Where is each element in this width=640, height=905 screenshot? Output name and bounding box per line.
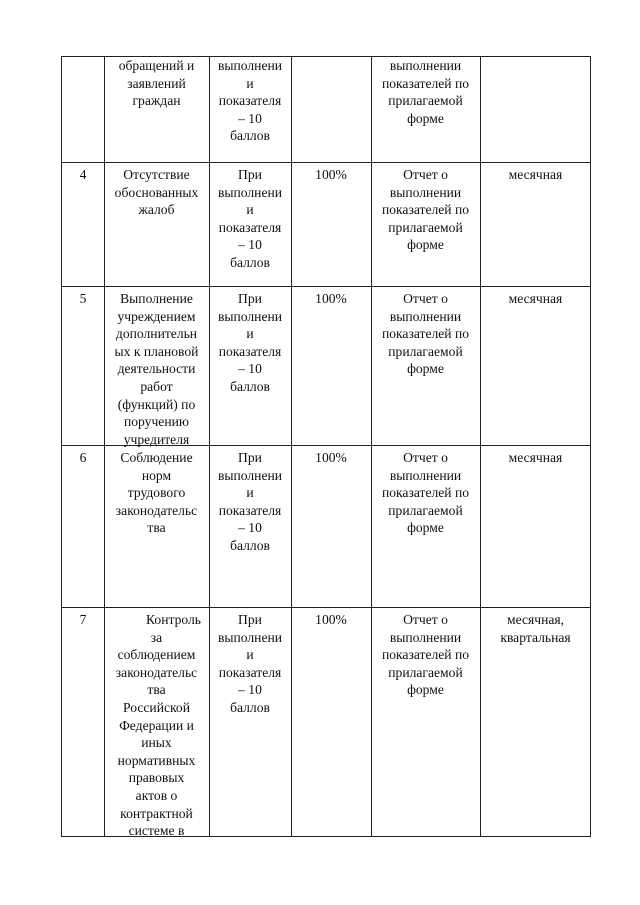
report-form — [371, 57, 480, 127]
indicators-table — [61, 56, 591, 837]
indicator-name — [104, 57, 209, 110]
cell-text-line: Отчет о — [403, 450, 448, 465]
periodicity — [480, 607, 591, 646]
cell-text-line: баллов — [230, 699, 270, 715]
cell-text-line: прилагаемой — [388, 93, 463, 109]
score-condition — [209, 286, 291, 396]
target-value: 100% — [315, 291, 347, 306]
indicator-name — [104, 162, 209, 219]
cell-text-line: учредителя — [123, 431, 190, 447]
cell-text-line: выполнении — [389, 467, 462, 483]
cell-text-line: выполнении — [389, 58, 462, 73]
cell-text-line: показателей по — [381, 647, 470, 663]
cell-text-line: актов о — [135, 787, 178, 803]
cell-text-line: При — [238, 291, 262, 306]
cell-text-line: месячная, — [506, 612, 565, 627]
table-row — [62, 286, 590, 445]
cell-text-line: выполнении — [389, 184, 462, 200]
cell-text-line: контрактной — [120, 805, 193, 821]
cell-text-line: показателей по — [381, 326, 470, 342]
indicator-name — [104, 445, 209, 537]
cell-text-line: показателя — [218, 219, 282, 235]
cell-text-line: баллов — [230, 378, 270, 394]
cell-text-line: При — [238, 167, 262, 182]
periodicity — [480, 286, 591, 308]
cell-text-line: и — [246, 202, 254, 218]
cell-text-line: обращений и — [118, 58, 195, 73]
cell-text-line: показателей по — [381, 485, 470, 501]
cell-text-line: Российской — [123, 699, 190, 715]
cell-text-line: – 10 — [238, 682, 262, 698]
cell-text-line: Контроль — [146, 612, 201, 627]
cell-text-line: баллов — [230, 254, 270, 270]
cell-text-line: месячная — [508, 450, 563, 465]
cell-text-line: – 10 — [238, 520, 262, 536]
target-value: 100% — [315, 167, 347, 182]
table-row — [62, 57, 590, 162]
cell-text-line: правовых — [128, 770, 185, 786]
cell-text-line: Соблюдение — [120, 450, 193, 465]
cell-text-line: тва — [147, 520, 166, 536]
cell-text-line: форме — [407, 110, 444, 126]
cell-text-line: нормативных — [117, 752, 196, 768]
cell-text-line: Отчет о — [403, 612, 448, 627]
row-number: 7 — [79, 612, 87, 627]
cell-text-line: При — [238, 612, 262, 627]
cell-text-line: граждан — [132, 93, 181, 109]
cell-text-line: форме — [407, 237, 444, 253]
cell-text-line: жалоб — [138, 202, 175, 218]
score-condition — [209, 162, 291, 272]
cell-text-line: квартальная — [500, 629, 571, 645]
cell-text-line: выполнении — [389, 308, 462, 324]
cell-text-line: обоснованных — [114, 184, 199, 200]
indicator-name — [104, 286, 209, 448]
cell-text-line: показателей по — [381, 202, 470, 218]
cell-text-line: иных — [141, 735, 172, 751]
cell-text-line: прилагаемой — [388, 664, 463, 680]
cell-text-line: выполнени — [217, 467, 283, 483]
cell-text-line: дополнительн — [115, 326, 198, 342]
table-row — [62, 607, 590, 837]
table-row — [62, 445, 590, 607]
row-number: 4 — [79, 167, 87, 182]
table-row — [62, 162, 590, 286]
cell-text-line: работ — [140, 378, 173, 394]
cell-text-line: показателя — [218, 343, 282, 359]
cell-text-line: законодательс — [115, 664, 198, 680]
cell-text-line: ых к плановой — [114, 343, 199, 359]
cell-text-line: При — [238, 450, 262, 465]
cell-text-line: заявлений — [127, 75, 186, 91]
periodicity — [480, 445, 591, 467]
cell-text-line: и — [246, 485, 254, 501]
periodicity — [480, 57, 591, 61]
cell-text-line: форме — [407, 682, 444, 698]
report-form — [371, 286, 480, 378]
cell-text-line: прилагаемой — [388, 219, 463, 235]
cell-text-line: и — [246, 326, 254, 342]
cell-text-line: месячная — [508, 291, 563, 306]
cell-text-line: тва — [147, 682, 166, 698]
cell-text-line: баллов — [230, 128, 270, 144]
cell-text-line: месячная — [508, 167, 563, 182]
cell-text-line: соблюдением — [117, 647, 196, 663]
cell-text-line: Отсутствие — [123, 167, 190, 182]
report-form — [371, 445, 480, 537]
cell-text-line: за — [150, 629, 163, 645]
row-number: 6 — [79, 450, 87, 465]
cell-text-line: поручению — [123, 414, 190, 430]
cell-text-line: показателя — [218, 502, 282, 518]
cell-text-line: форме — [407, 520, 444, 536]
cell-text-line: (функций) по — [117, 396, 196, 412]
cell-text-line: – 10 — [238, 237, 262, 253]
cell-text-line: выполнении — [389, 629, 462, 645]
indicator-name — [104, 607, 209, 840]
cell-text-line: показателей по — [381, 75, 470, 91]
target-value — [291, 57, 371, 61]
cell-text-line: – 10 — [238, 110, 262, 126]
cell-text-line: Отчет о — [403, 291, 448, 306]
score-condition — [209, 57, 291, 145]
cell-text-line: выполнени — [217, 184, 283, 200]
cell-text-line: норм — [141, 467, 172, 483]
cell-text-line: показателя — [218, 664, 282, 680]
cell-text-line: законодательс — [115, 502, 198, 518]
cell-text-line: системе в — [128, 823, 185, 839]
cell-text-line: – 10 — [238, 361, 262, 377]
cell-text-line: Федерации и — [119, 717, 194, 733]
row-number: 5 — [79, 291, 87, 306]
cell-text-line: Выполнение — [120, 291, 193, 306]
periodicity — [480, 162, 591, 184]
report-form — [371, 607, 480, 699]
target-value: 100% — [315, 612, 347, 627]
cell-text-line: учреждением — [117, 308, 196, 324]
cell-text-line: деятельности — [117, 361, 196, 377]
score-condition — [209, 445, 291, 555]
cell-text-line: форме — [407, 361, 444, 377]
cell-text-line: выполнени — [217, 308, 283, 324]
cell-text-line: баллов — [230, 537, 270, 553]
cell-text-line: прилагаемой — [388, 343, 463, 359]
target-value: 100% — [315, 450, 347, 465]
cell-text-line: прилагаемой — [388, 502, 463, 518]
cell-text-line: Отчет о — [403, 167, 448, 182]
cell-text-line: и — [246, 75, 254, 91]
cell-text-line: выполнени — [217, 629, 283, 645]
cell-text-line: и — [246, 647, 254, 663]
score-condition — [209, 607, 291, 717]
report-form — [371, 162, 480, 254]
cell-text-line: выполнени — [217, 58, 283, 73]
row-number — [62, 57, 104, 61]
cell-text-line: трудового — [127, 485, 186, 501]
cell-text-line: показателя — [218, 93, 282, 109]
